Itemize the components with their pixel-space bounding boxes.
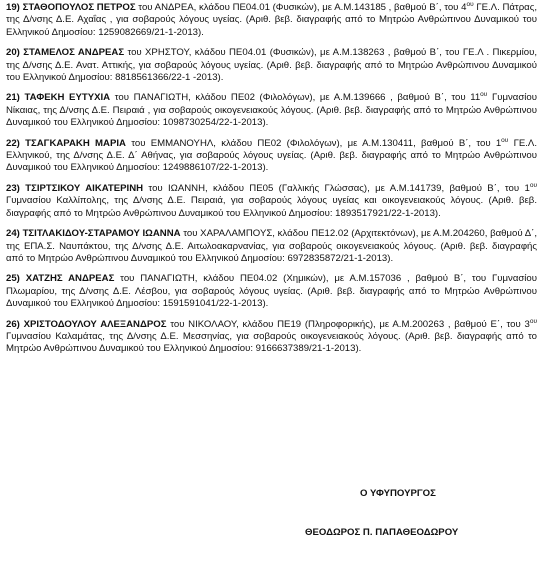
entry-name: ΣΤΑΘΟΠΟΥΛΟΣ ΠΕΤΡΟΣ [22,2,136,13]
entry-ordinal-suffix: ου [529,317,537,325]
entry-item [6,138,537,175]
entries-list [6,2,537,356]
entry-item [6,2,537,39]
entry-number: 24) [6,228,20,240]
entry-number: 23) [6,182,20,194]
entry-text: του ΠΑΝΑΓΙΩΤΗ, κλάδου ΠΕ04.02 (Χημικών), με Α.Μ.157036 , βαθμού Β΄, του Γυμνασίου Πλωμαρίου, της Δ/νσης Δ.Ε. Λέσβου, για σοβαρούς λόγους υγείας. (Αριθ. βεβ. διαγραφής από το Μητρώο Ανθρώπινου Δυναμικού του Ελληνικού Δημοσίου: 1591591041/22-1-2013). [6,273,538,310]
entry-item [6,273,537,310]
entry-number: 22) [6,137,20,149]
entry-number: 26) [6,318,20,330]
entry-number: 20) [6,47,20,59]
entry-number: 19) [6,2,20,13]
entry-text: του ΑΝΔΡΕΑ, κλάδου ΠΕ04.01 (Φυσικών), με Α.Μ.143185 , βαθμού Β΄, του 4 [135,2,467,13]
entry-name: ΧΡΙΣΤΟΔΟΥΛΟΥ ΑΛΕΞΑΝΔΡΟΣ [23,318,167,330]
entry-item [6,92,537,129]
document-page [6,2,537,364]
entry-name: ΤΣΑΓΚΑΡΑΚΗ ΜΑΡΙΑ [25,137,126,149]
entry-name: ΣΤΑΜΕΛΟΣ ΑΝΔΡΕΑΣ [23,47,125,59]
signature-title: Ο ΥΦΥΠΟΥΡΓΟΣ [360,488,436,499]
entry-text-continued: Γυμνασίου Καλλίπολης, της Δ/νσης Δ.Ε. Πειραιά, για σοβαρούς λόγους υγείας και οικογενειακούς λόγους. (Αριθ. βεβ. διαγραφής από το Μητρώο Ανθρώπινου Δυναμικού του Ελληνικού Δημοσίου: 1893517921/22-1-2013). [6,195,537,219]
entry-number: 21) [6,92,20,104]
signature-name: ΘΕΟΔΩΡΟΣ Π. ΠΑΠΑΘΕΟΔΩΡΟΥ [305,527,459,538]
entry-item [6,47,537,84]
entry-text-continued: Γυμνασίου Καλαμάτας, της Δ/νσης Δ.Ε. Μεσσηνίας, για σοβαρούς οικογενειακούς λόγους. (Αριθ. βεβ. διαγραφής από το Μητρώο Ανθρώπινου Δυναμικού του Ελληνικού Δημοσίου: 9166637389/21-1-2013). [6,330,537,355]
entry-name: ΤΣΙΤΛΑΚΙΔΟΥ-ΣΤΑΡΑΜΟΥ ΙΩΑΝΝΑ [22,228,181,240]
entry-text: του ΝΙΚΟΛΑΟΥ, κλάδου ΠΕ19 (Πληροφορικής), με Α.Μ.200263 , βαθμού Ε΄, του 3 [166,318,530,330]
entry-ordinal-suffix: ου [529,181,537,189]
entry-item [6,228,537,265]
entry-ordinal-suffix: ου [480,91,488,99]
entry-ordinal-suffix: ου [501,136,509,144]
entry-text-continued: ΓΕ.Λ. Ελληνικού, της Δ/νσης Δ.Ε. Δ΄ Αθήνας, για σοβαρούς λόγους υγείας. (Αριθ. βεβ. διαγραφής από το Μητρώο Ανθρώπινου Δυναμικού του Ελληνικού Δημοσίου: 1249886107/22-1-2013). [6,137,538,174]
entry-ordinal-suffix: ου [466,0,474,8]
entry-text-continued: ΓΕ.Λ. Πάτρας, της Δ/νσης Δ.Ε. Αχαΐας , για σοβαρούς λόγους υγείας. (Αριθ. βεβ. διαγραφής από το Μητρώο Ανθρώπινου Δυναμικού του Ελληνικού Δημοσίου: 1259082669/21-1-2013). [6,2,538,38]
entry-item [6,183,537,220]
entry-number: 25) [6,273,20,285]
entry-name: ΤΑΦΕΚΗ ΕΥΤΥΧΙΑ [24,92,111,104]
entry-text-continued: Γυμνασίου Νίκαιας, της Δ/νσης Δ.Ε. Πειραιά , για σοβαρούς οικογενειακούς λόγους. (Αριθ. βεβ. διαγραφής από το Μητρώο Ανθρώπινου Δυναμικού του Ελληνικού Δημοσίου: 1098730254/22-1-2013). [6,92,537,129]
entry-text: του ΙΩΑΝΝΗ, κλάδου ΠΕ05 (Γαλλικής Γλώσσας), με Α.Μ.141739, βαθμού Β΄, του 1 [143,182,530,194]
entry-name: ΤΣΙΡΤΣΙΚΟΥ ΑΙΚΑΤΕΡΙΝΗ [25,182,144,194]
entry-text: του ΕΜΜΑΝΟΥΗΛ, κλάδου ΠΕ02 (Φιλολόγων), με Α.Μ.130411, βαθμού Β΄, του 1 [125,137,502,149]
entry-text: του ΧΑΡΑΛΑΜΠΟΥΣ, κλάδου ΠΕ12.02 (Αρχιτεκτόνων), με Α.Μ.204260, βαθμού Δ΄, της ΕΠΑ.Σ. Ναυπάκτου, της Δ/νσης Δ.Ε. Αιτωλοακαρνανίας, για σοβαρούς οικογενειακούς λόγους. (Αριθ. βεβ. διαγραφής από το Μητρώο Ανθρώπινου Δυναμικού του Ελληνικού Δημοσίου: 6972835872/21-1-2013). [6,228,537,264]
entry-text: του ΠΑΝΑΓΙΩΤΗ, κλάδου ΠΕ02 (Φιλολόγων), με Α.Μ.139666 , βαθμού Β΄, του 11 [110,92,481,104]
entry-name: ΧΑΤΖΗΣ ΑΝΔΡΕΑΣ [25,273,115,285]
entry-text: του ΧΡΗΣΤΟΥ, κλάδου ΠΕ04.01 (Φυσικών), με Α.Μ.138263 , βαθμού Β΄, του ΓΕ.Λ . Πικερμίου, της Δ/νσης Δ.Ε. Ανατ. Αττικής, για σοβαρούς λόγους υγείας. (Αριθ. βεβ. διαγραφής από το Μητρώο Ανθρώπινου Δυναμικού του Ελληνικού Δημοσίου: 8818561366/22-1 -2013). [6,47,537,84]
entry-item [6,319,537,356]
